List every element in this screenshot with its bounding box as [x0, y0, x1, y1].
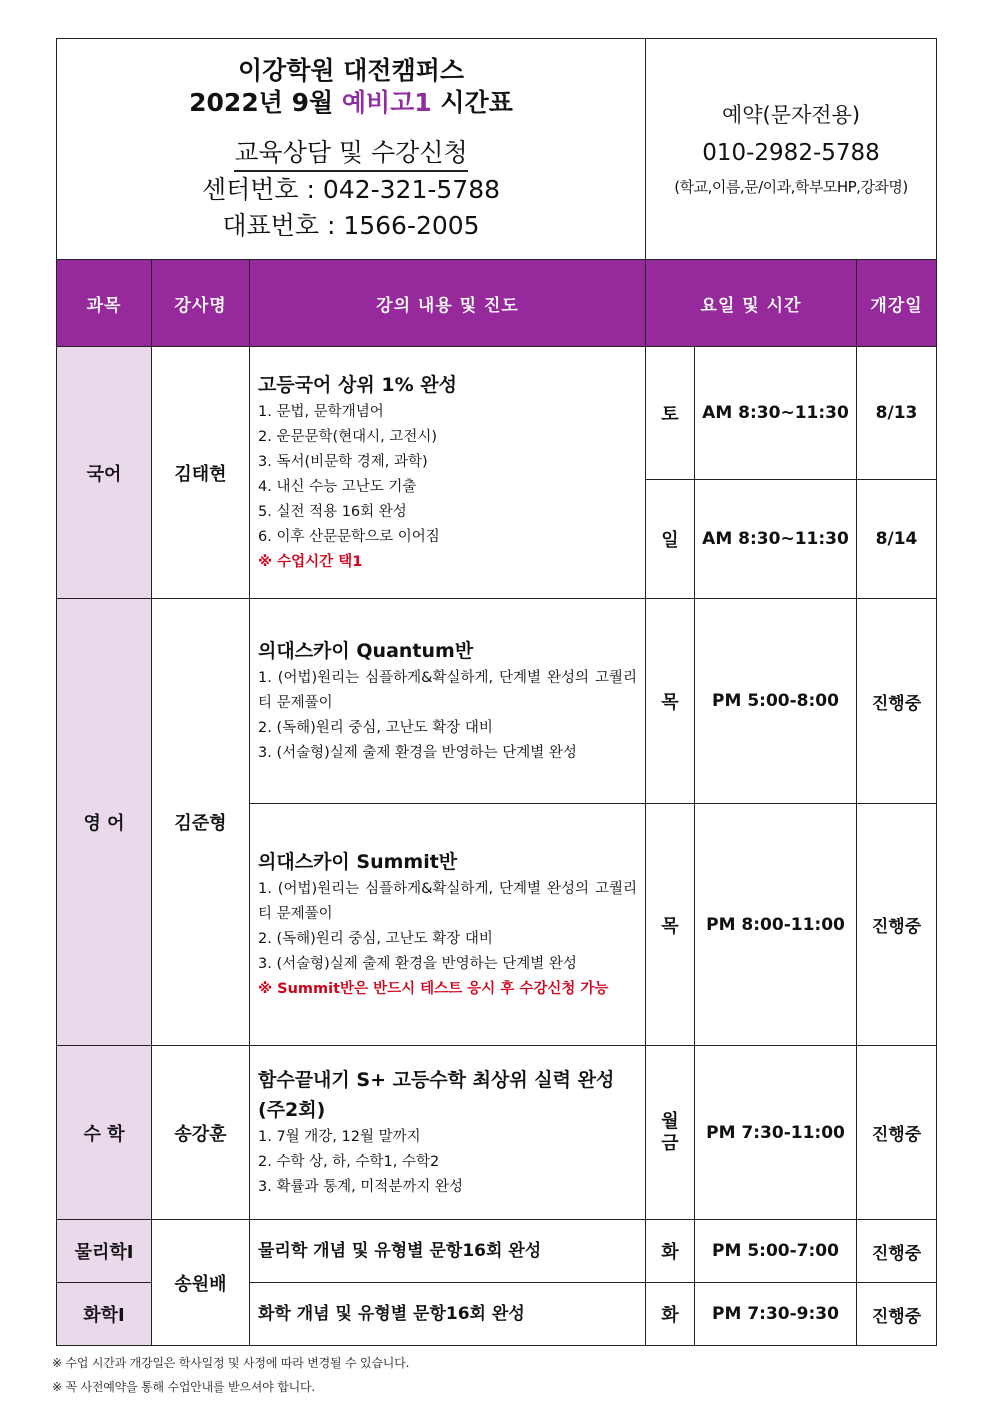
day-cell: 화 [646, 1283, 695, 1346]
reservation-phone: 010-2982-5788 [702, 140, 880, 166]
title-suffix: 시간표 [431, 87, 513, 117]
course-line: 3. (서술형)실제 출제 환경을 반영하는 단계별 완성 [258, 745, 577, 761]
reservation-note: (학교,이름,문/이과,학부모HP,강좌명) [674, 178, 908, 196]
day-cell [646, 1046, 695, 1220]
course-line: 4. 내신 수능 고난도 기출 [258, 479, 417, 495]
course-summit [250, 804, 646, 1046]
course-line: 2. (독해)원리 중심, 고난도 확장 대비 [258, 720, 493, 736]
header-info [57, 39, 646, 260]
table-row [57, 1046, 937, 1220]
open-date-cell: 진행중 [857, 1283, 937, 1346]
course-line: 1. (어법)원리는 심플하게&확실하게, 단계별 완성의 고퀄리티 문제풀이 [258, 670, 637, 711]
course-line: 1. (어법)원리는 심플하게&확실하게, 단계별 완성의 고퀄리티 문제풀이 [258, 881, 637, 922]
course-line: 1. 문법, 문학개념어 [258, 404, 384, 420]
time-cell: AM 8:30~11:30 [695, 480, 857, 599]
course-line: 3. 독서(비문학 경제, 과학) [258, 454, 428, 470]
course-line: 2. 운문문학(현대시, 고전시) [258, 429, 438, 445]
subject-chemistry: 화학Ⅰ [57, 1283, 152, 1346]
day-cell: 일 [646, 480, 695, 599]
day-cell: 목 [646, 804, 695, 1046]
time-cell: PM 7:30-9:30 [695, 1283, 857, 1346]
column-header-row [57, 260, 937, 347]
course-line: 6. 이후 산문문학으로 이어짐 [258, 529, 440, 545]
course-title: 화학 개념 및 유형별 문항16회 완성 [258, 1304, 525, 1324]
open-date-cell: 진행중 [857, 804, 937, 1046]
col-schedule: 요일 및 시간 [646, 260, 857, 347]
time-cell: PM 8:00-11:00 [695, 804, 857, 1046]
subject-physics: 물리학Ⅰ [57, 1220, 152, 1283]
title-date: 2022년 9월 [189, 87, 342, 117]
reservation-info [646, 39, 937, 260]
table-row [57, 599, 937, 804]
timetable [56, 38, 937, 1346]
course-title: 물리학 개념 및 유형별 문항16회 완성 [258, 1241, 542, 1261]
time-cell: PM 7:30-11:00 [695, 1046, 857, 1220]
course-quantum [250, 599, 646, 804]
center-phone: 센터번호 : 042-321-5788 [201, 174, 501, 204]
course-note: ※ Summit반은 반드시 테스트 응시 후 수강신청 가능 [258, 981, 609, 997]
open-date-cell: 8/13 [857, 347, 937, 480]
course-line: 2. (독해)원리 중심, 고난도 확장 대비 [258, 931, 493, 947]
course-title: 의대스카이 Summit반 [258, 851, 458, 873]
time-cell: PM 5:00-8:00 [695, 599, 857, 804]
teacher-english: 김준형 [152, 599, 250, 1046]
col-open: 개강일 [857, 260, 937, 347]
course-title: 고등국어 상위 1% 완성 [258, 374, 457, 396]
table-row [57, 1220, 937, 1283]
day-bottom: 금 [661, 1132, 679, 1154]
day-top: 월 [661, 1110, 679, 1132]
footnote-reservation: ※ 꼭 사전예약을 통해 수업안내를 받으셔야 합니다. [52, 1380, 315, 1394]
course-line: 3. (서술형)실제 출제 환경을 반영하는 단계별 완성 [258, 956, 577, 972]
course-chemistry [250, 1283, 646, 1346]
subject-english: 영 어 [57, 599, 152, 1046]
course-physics [250, 1220, 646, 1283]
course-line: 5. 실전 적용 16회 완성 [258, 504, 407, 520]
day-cell: 목 [646, 599, 695, 804]
teacher-science: 송원배 [152, 1220, 250, 1346]
teacher-math: 송강훈 [152, 1046, 250, 1220]
table-row [57, 347, 937, 480]
course-math [250, 1046, 646, 1220]
col-content: 강의 내용 및 진도 [250, 260, 646, 347]
course-korean [250, 347, 646, 599]
course-title: 의대스카이 Quantum반 [258, 640, 474, 662]
reservation-title: 예약(문자전용) [721, 103, 861, 127]
col-teacher: 강사명 [152, 260, 250, 347]
course-line: 2. 수학 상, 하, 수학1, 수학2 [258, 1154, 440, 1170]
open-date-cell: 진행중 [857, 1220, 937, 1283]
subject-korean: 국어 [57, 347, 152, 599]
subject-math: 수 학 [57, 1046, 152, 1220]
timetable-title [57, 87, 645, 119]
open-date-cell: 진행중 [857, 1046, 937, 1220]
time-cell: AM 8:30~11:30 [695, 347, 857, 480]
course-note: ※ 수업시간 택1 [258, 554, 363, 570]
consult-heading: 교육상담 및 수강신청 [234, 137, 467, 172]
timetable-sheet [56, 38, 936, 1346]
open-date-cell: 8/14 [857, 480, 937, 599]
time-cell: PM 5:00-7:00 [695, 1220, 857, 1283]
main-phone: 대표번호 : 1566-2005 [222, 210, 480, 240]
academy-title: 이강학원 대전캠퍼스 [237, 55, 465, 85]
course-line: 1. 7월 개강, 12월 말까지 [258, 1129, 421, 1145]
title-grade: 예비고1 [341, 87, 432, 117]
open-date-cell: 진행중 [857, 599, 937, 804]
day-cell: 화 [646, 1220, 695, 1283]
teacher-korean: 김태현 [152, 347, 250, 599]
footnote-schedule-change: ※ 수업 시간과 개강일은 학사일정 및 사정에 따라 변경될 수 있습니다. [52, 1356, 410, 1370]
course-line: 3. 확률과 통계, 미적분까지 완성 [258, 1179, 463, 1195]
col-subject: 과목 [57, 260, 152, 347]
course-title: 함수끝내기 S+ 고등수학 최상위 실력 완성 (주2회) [258, 1069, 615, 1121]
day-cell: 토 [646, 347, 695, 480]
